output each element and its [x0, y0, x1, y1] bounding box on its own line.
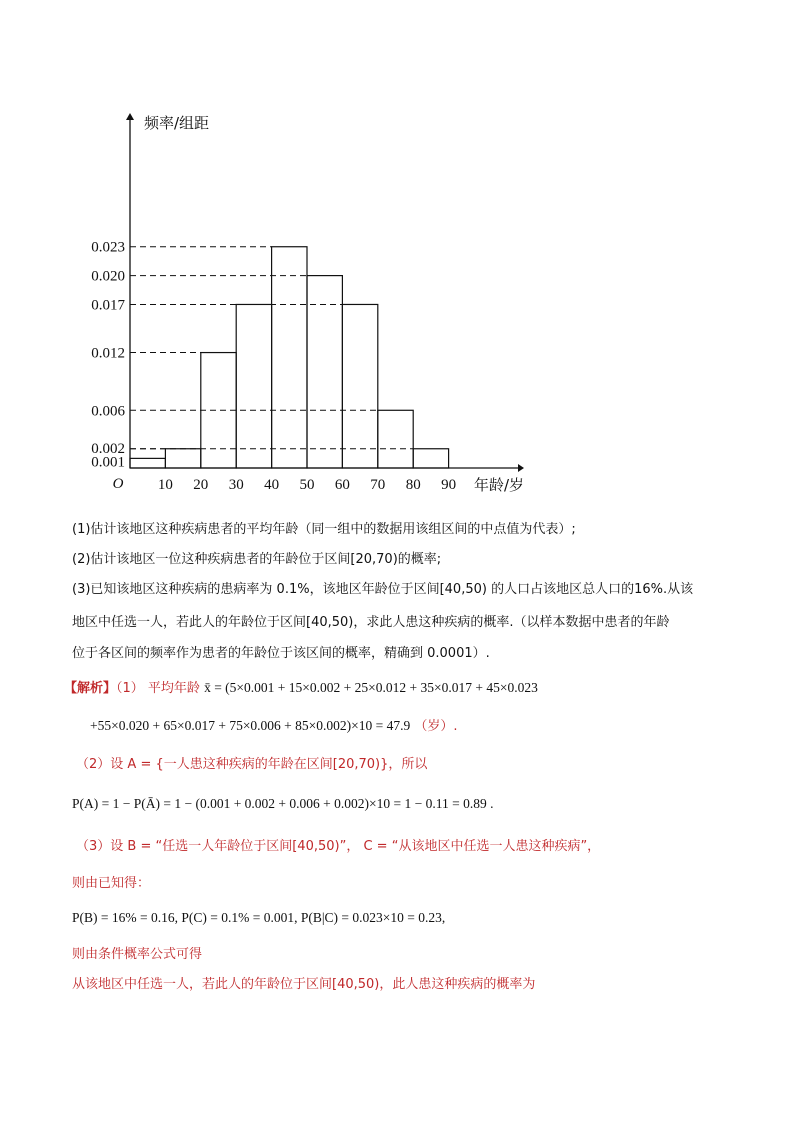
y-tick-label: 0.023: [91, 239, 125, 256]
x-axis-arrow: [518, 464, 524, 472]
x-tick-label: 40: [264, 477, 280, 493]
prob-a-formula: P(A) = 1 − P(Ā) = 1 − (0.001 + 0.002 + 0.006 + 0.002)×10 = 1 − 0.11 = 0.89 .: [72, 796, 494, 811]
question-2: (2)估计该地区一位这种疾病患者的年龄位于区间[20,70)的概率;: [72, 552, 442, 567]
histogram-bar: [342, 304, 377, 468]
x-tick-label: 60: [334, 477, 350, 493]
y-tick-label: 0.020: [91, 268, 125, 285]
y-tick-label: 0.006: [91, 403, 125, 420]
event-a-definition: A = {一人患这种疾病的年龄在区间[20,70)}，所以: [127, 757, 428, 772]
solution-part-2: [76, 756, 427, 774]
histogram-bar: [272, 247, 307, 468]
prob-bc-line: [72, 909, 445, 928]
event-c-definition: C = “从该地区中任选一人患这种疾病”，: [363, 839, 601, 854]
mean-age-formula-cont: +55×0.020 + 65×0.017 + 75×0.006 + 85×0.002)×10 = 47.9: [90, 718, 411, 733]
known-line: 则由已知得：: [72, 876, 151, 891]
mean-age-unit: （岁）.: [414, 719, 458, 734]
x-tick-label: 10: [157, 477, 173, 493]
x-axis-label: 年龄/岁: [474, 476, 525, 494]
part-3-label: （3）设: [76, 839, 124, 854]
prob-bc-formula: P(B) = 16% = 0.16, P(C) = 0.1% = 0.001, P(B|C) = 0.023×10 = 0.23,: [72, 910, 446, 925]
y-tick-label: 0.012: [91, 345, 125, 362]
mean-age-label: （1） 平均年龄: [116, 681, 200, 696]
question-3-line-3: 位于各区间的频率作为患者的年龄位于该区间的概率，精确到 0.0001）.: [72, 646, 490, 661]
x-tick-label: 70: [370, 477, 386, 493]
origin-label: O: [112, 476, 124, 492]
question-1: (1)估计该地区这种疾病患者的平均年龄（同一组中的数据用该组区间的中点值为代表）;: [72, 522, 576, 537]
frequency-histogram: [91, 100, 540, 500]
solution-part-1: [64, 679, 538, 698]
y-tick-label: 0.001: [91, 454, 125, 471]
event-b-definition: B = “任选一人年龄位于区间[40,50)”，: [127, 839, 360, 854]
solution-part-1-cont: [90, 717, 458, 736]
final-answer-line: 从该地区中任选一人，若此人的年龄位于区间[40,50)，此人患这种疾病的概率为: [72, 977, 536, 992]
solution-part-3: [76, 838, 600, 856]
mean-age-formula: x̄ = (5×0.001 + 15×0.002 + 25×0.012 + 35×0.017 + 45×0.023: [204, 680, 538, 695]
histogram-bar: [413, 449, 448, 468]
question-3-line-1: (3)已知该地区这种疾病的患病率为 0.1%，该地区年龄位于区间[40,50) 的人口占该地区总人口的16%.从该: [72, 582, 694, 597]
question-3-line-2: 地区中任选一人，若此人的年龄位于区间[40,50)，求此人患这种疾病的概率.（以样本数据中患者的年龄: [72, 615, 670, 630]
histogram-bar: [236, 304, 271, 468]
x-tick-label: 20: [193, 477, 209, 493]
y-tick-label: 0.002: [91, 440, 125, 457]
histogram-bar: [165, 449, 200, 468]
y-axis-label: 频率/组距: [144, 114, 210, 132]
x-tick-label: 80: [405, 477, 421, 493]
x-tick-label: 50: [299, 477, 315, 493]
y-tick-label: 0.017: [91, 297, 125, 314]
x-tick-label: 30: [228, 477, 244, 493]
analysis-tag: 【解析】: [64, 681, 117, 696]
y-axis-arrow: [126, 113, 134, 120]
prob-a-line: [72, 795, 494, 814]
part-2-label: （2）设: [76, 757, 124, 772]
histogram-bar: [130, 458, 165, 468]
histogram-bar: [378, 410, 413, 468]
x-tick-label: 90: [441, 477, 457, 493]
conditional-formula-line: 则由条件概率公式可得: [72, 947, 203, 962]
